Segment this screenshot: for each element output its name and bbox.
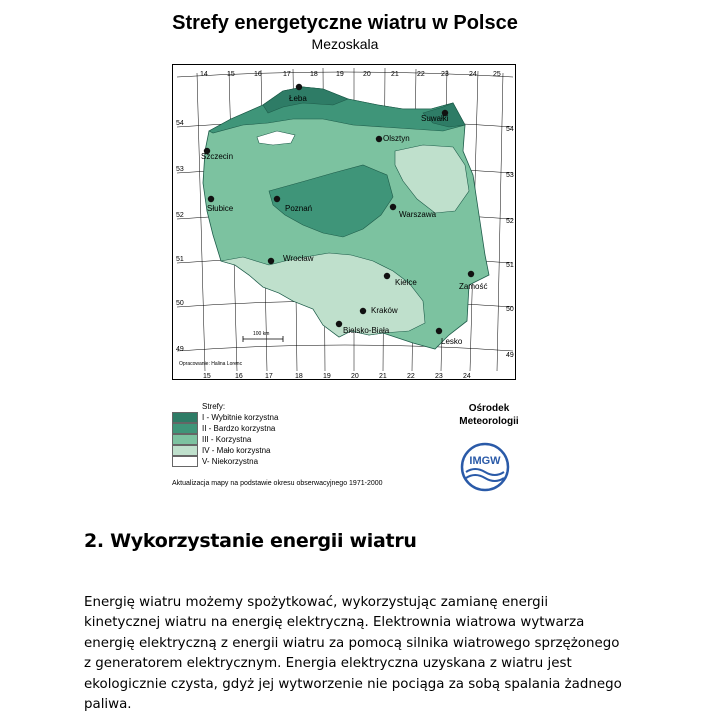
- city-marker: [268, 258, 274, 264]
- city-marker: [360, 308, 366, 314]
- left-tick-label: 49: [176, 346, 184, 353]
- city-marker: [208, 196, 214, 202]
- city-label: Bielsko-Biała: [343, 326, 390, 335]
- scale-bar: [243, 331, 283, 342]
- legend-item: [172, 434, 372, 445]
- city-marker: [376, 136, 382, 142]
- legend-label: II - Bardzo korzystna: [202, 424, 276, 433]
- logo-text: IMGW: [469, 455, 501, 467]
- legend-swatch-zone-1: [172, 412, 198, 423]
- city-label: Słubice: [207, 204, 234, 213]
- map-title: Strefy energetyczne wiatru w Polsce: [172, 12, 518, 34]
- top-tick-label: 20: [363, 71, 371, 78]
- bottom-tick-label: 24: [463, 373, 471, 380]
- legend-label: IV - Mało korzystna: [202, 446, 271, 455]
- legend-label: I - Wybitnie korzystna: [202, 413, 279, 422]
- imgw-logo-icon: [460, 442, 510, 492]
- city-label: Zamość: [459, 282, 488, 291]
- city-label: Łeba: [289, 94, 307, 103]
- organization-line-1: Ośrodek: [468, 403, 510, 414]
- right-tick-label: 53: [506, 172, 514, 179]
- city-marker: [296, 84, 302, 90]
- left-tick-label: 52: [176, 212, 184, 219]
- left-tick-label: 51: [176, 256, 184, 263]
- bottom-tick-label: 21: [379, 373, 387, 380]
- top-tick-label: 18: [310, 71, 318, 78]
- city-label: Kielce: [395, 278, 417, 287]
- top-tick-label: 23: [441, 71, 449, 78]
- top-tick-label: 19: [336, 71, 344, 78]
- map-canvas: [173, 65, 517, 381]
- top-tick-label: 15: [227, 71, 235, 78]
- legend-swatch-zone-5: [172, 456, 198, 467]
- map-subtitle: Mezoskala: [311, 36, 379, 52]
- section-paragraph: [84, 593, 644, 715]
- legend-title: Strefy:: [202, 402, 226, 411]
- left-tick-label: 50: [176, 300, 184, 307]
- legend-label: V- Niekorzystna: [202, 457, 259, 466]
- right-tick-label: 52: [506, 218, 514, 225]
- scale-label: 100 km: [253, 331, 270, 337]
- right-tick-label: 54: [506, 126, 514, 133]
- city-marker: [468, 271, 474, 277]
- section-heading: 2. Wykorzystanie energii wiatru: [84, 530, 417, 552]
- paragraph-line: energię elektryczną z energii wiatru za pomocą silnika wiatrowego sprzężonego: [84, 635, 620, 651]
- bottom-tick-label: 18: [295, 373, 303, 380]
- top-tick-label: 24: [469, 71, 477, 78]
- left-tick-label: 53: [176, 166, 184, 173]
- legend-label: III - Korzystna: [202, 435, 252, 444]
- city-label: Szczecin: [201, 152, 234, 161]
- paragraph-line: paliwa.: [84, 697, 132, 713]
- city-marker: [436, 328, 442, 334]
- city-label: Olsztyn: [383, 134, 410, 143]
- map-legend: [172, 402, 372, 464]
- map-update-note: Aktualizacja mapy na podstawie okresu obserwacyjnego 1971-2000: [172, 480, 383, 487]
- top-tick-label: 17: [283, 71, 291, 78]
- wind-zone-map: [172, 64, 516, 380]
- bottom-tick-label: 19: [323, 373, 331, 380]
- right-tick-label: 49: [506, 352, 514, 359]
- legend-item: [172, 423, 372, 434]
- paragraph-line: z generatorem elektrycznym. Energia elektryczna uzyskana z wiatru jest: [84, 656, 572, 672]
- paragraph-line: Energię wiatru możemy spożytkować, wykorzystując zamianę energii: [84, 595, 549, 610]
- legend-swatch-zone-4: [172, 445, 198, 456]
- organization-name: [430, 402, 548, 428]
- bottom-tick-label: 17: [265, 373, 273, 380]
- city-label: Wrocław: [283, 254, 314, 263]
- legend-swatch-zone-2: [172, 423, 198, 434]
- paragraph-line: kinetycznej wiatru na energię elektryczną. Elektrownia wiatrowa wytwarza: [84, 615, 585, 631]
- left-tick-label: 54: [176, 120, 184, 127]
- top-tick-label: 14: [200, 71, 208, 78]
- city-marker: [274, 196, 280, 202]
- legend-item: [172, 456, 372, 467]
- top-tick-label: 16: [254, 71, 262, 78]
- bottom-tick-label: 20: [351, 373, 359, 380]
- city-marker: [390, 204, 396, 210]
- map-author: Opracowanie: Halina Lorenc: [179, 361, 243, 367]
- organization-line-2: Meteorologii: [459, 416, 519, 427]
- city-label: Warszawa: [399, 210, 437, 219]
- city-marker: [384, 273, 390, 279]
- city-marker: [336, 321, 342, 327]
- top-tick-label: 22: [417, 71, 425, 78]
- top-tick-label: 25: [493, 71, 501, 78]
- bottom-tick-label: 23: [435, 373, 443, 380]
- city-label: Suwałki: [421, 114, 449, 123]
- city-label: Kraków: [371, 306, 398, 315]
- paragraph-line: ekologicznie czysta, gdyż jej wytworzenie nie pociąga za sobą spalania żadnego: [84, 676, 622, 692]
- bottom-tick-label: 22: [407, 373, 415, 380]
- legend-swatch-zone-3: [172, 434, 198, 445]
- bottom-tick-label: 15: [203, 373, 211, 380]
- city-label: Lesko: [441, 337, 463, 346]
- right-tick-label: 50: [506, 306, 514, 313]
- legend-item: [172, 445, 372, 456]
- bottom-tick-label: 16: [235, 373, 243, 380]
- top-tick-label: 21: [391, 71, 399, 78]
- city-label: Poznań: [285, 204, 313, 213]
- right-tick-label: 51: [506, 262, 514, 269]
- legend-item: [172, 412, 372, 423]
